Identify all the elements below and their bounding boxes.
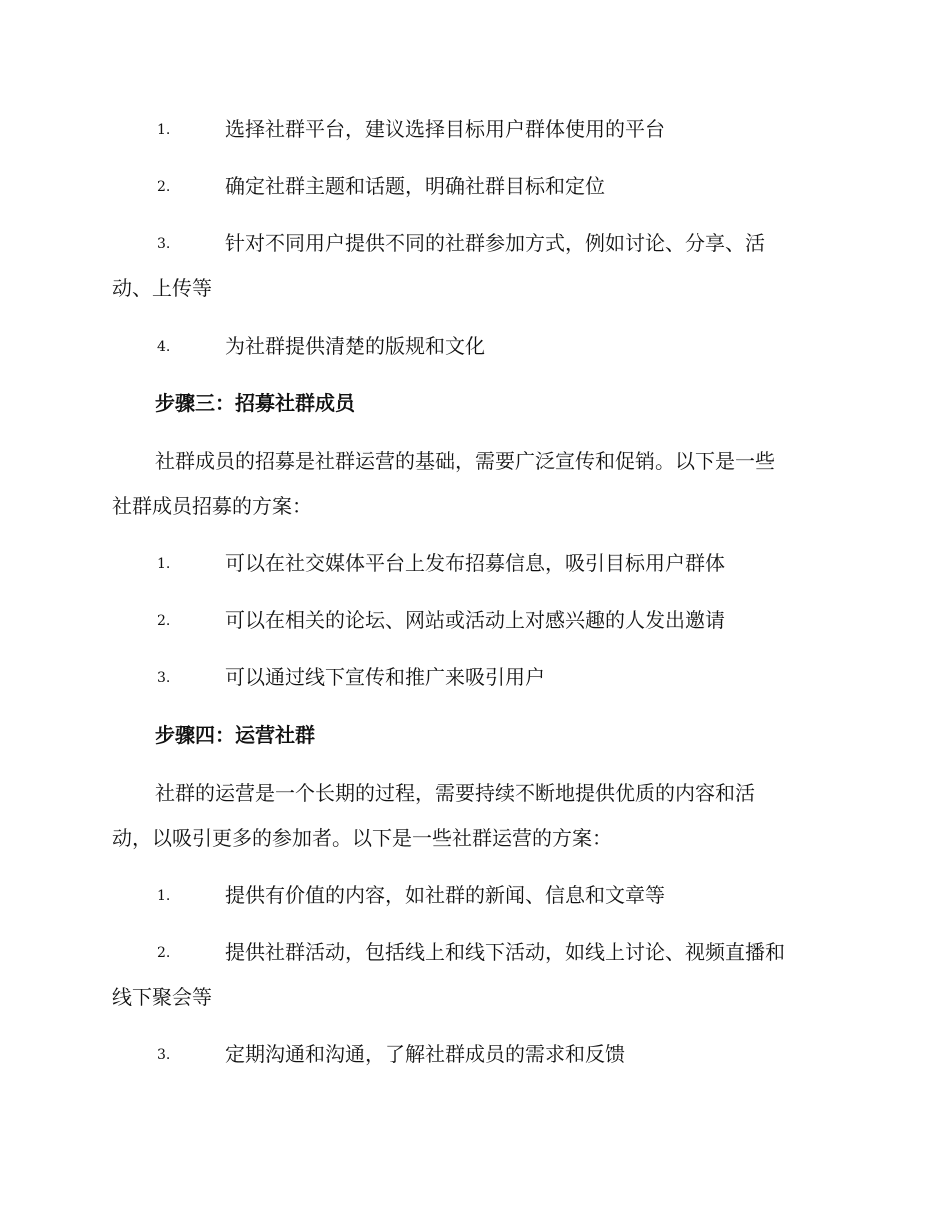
list-item-text: 定期沟通和沟通，了解社群成员的需求和反馈 xyxy=(225,1042,625,1066)
list-item-text: 提供社群活动，包括线上和线下活动，如线上讨论、视频直播和 xyxy=(225,940,785,964)
list-item-text: 确定社群主题和话题，明确社群目标和定位 xyxy=(225,174,605,198)
list-item-text: 提供有价值的内容，如社群的新闻、信息和文章等 xyxy=(225,883,665,907)
list-item-number: 2. xyxy=(157,613,171,629)
list-item-text: 可以在社交媒体平台上发布招募信息，吸引目标用户群体 xyxy=(225,551,725,575)
list-item-text: 可以在相关的论坛、网站或活动上对感兴趣的人发出邀请 xyxy=(225,608,725,632)
paragraph-line: 动，以吸引更多的参加者。以下是一些社群运营的方案： xyxy=(112,826,612,850)
list-item-number: 3. xyxy=(157,1047,171,1063)
paragraph-line: 社群的运营是一个长期的过程，需要持续不断地提供优质的内容和活 xyxy=(155,781,755,805)
list-item-number: 3. xyxy=(157,236,171,252)
list-item-number: 3. xyxy=(157,670,171,686)
list-item-text: 可以通过线下宣传和推广来吸引用户 xyxy=(225,665,545,689)
list-item-number: 4. xyxy=(157,339,171,355)
list-item-number: 2. xyxy=(157,945,171,961)
list-item-number: 2. xyxy=(157,179,171,195)
list-item-text: 为社群提供清楚的版规和文化 xyxy=(225,334,485,358)
section-heading: 步骤三：招募社群成员 xyxy=(155,391,355,415)
list-item-text: 针对不同用户提供不同的社群参加方式，例如讨论、分享、活 xyxy=(225,231,765,255)
list-item-text: 选择社群平台，建议选择目标用户群体使用的平台 xyxy=(225,117,665,141)
list-item-number: 1. xyxy=(157,556,171,572)
section-heading: 步骤四：运营社群 xyxy=(155,723,315,747)
list-item-number: 1. xyxy=(157,888,171,904)
list-item-continuation: 动、上传等 xyxy=(112,276,212,300)
paragraph-line: 社群成员招募的方案： xyxy=(112,494,312,518)
list-item-continuation: 线下聚会等 xyxy=(112,985,212,1009)
paragraph-line: 社群成员的招募是社群运营的基础，需要广泛宣传和促销。以下是一些 xyxy=(155,449,775,473)
list-item-number: 1. xyxy=(157,122,171,138)
